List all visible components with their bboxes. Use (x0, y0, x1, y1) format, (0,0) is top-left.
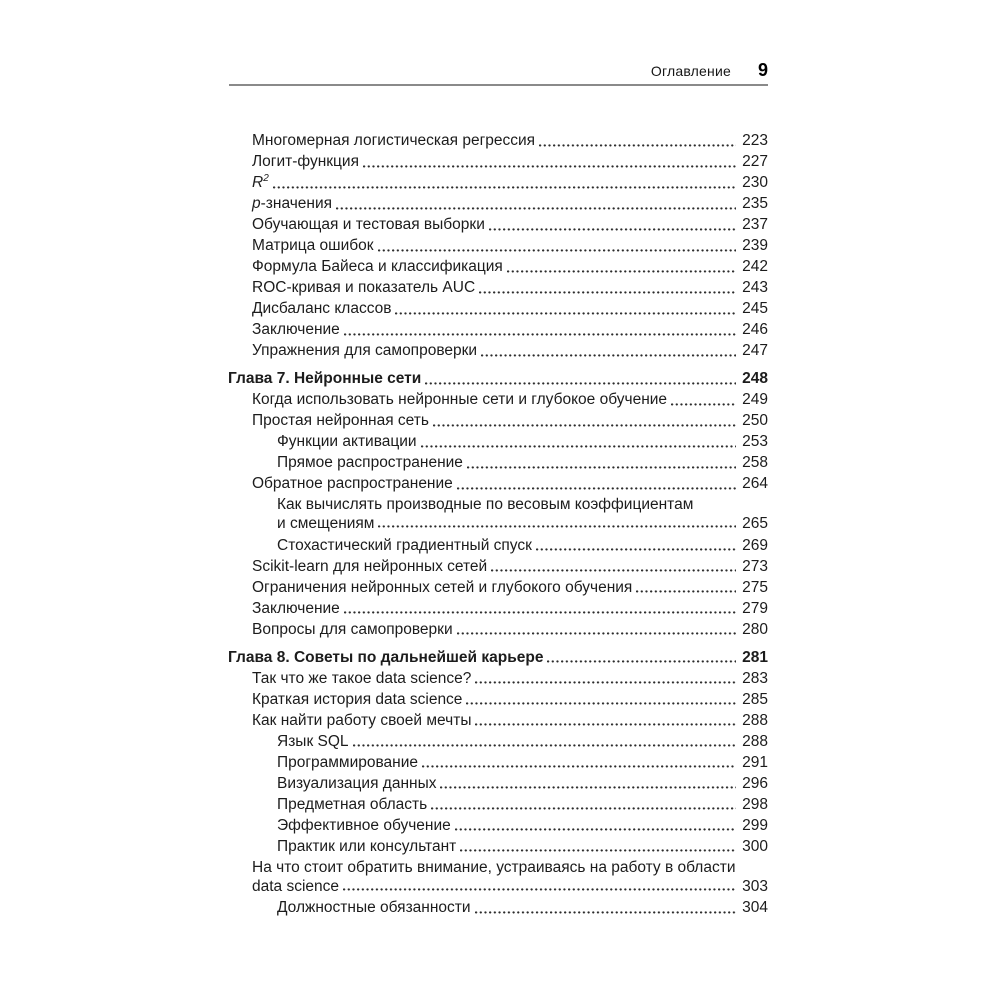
toc-page-number: 235 (742, 195, 768, 212)
toc-entry-title: Эффективное обучение (277, 816, 451, 834)
toc-page-number: 247 (742, 342, 768, 359)
toc-page-number: 243 (742, 279, 768, 296)
toc-page-number: 288 (742, 732, 768, 750)
dot-leader (475, 681, 736, 684)
toc-page-number: 258 (742, 454, 768, 471)
toc-entry (228, 689, 768, 710)
toc-entry-title: Scikit-learn для нейронных сетей (252, 557, 488, 575)
toc-page-number: 249 (742, 391, 768, 408)
toc-entry-title: Многомерная логистическая регрессия (252, 132, 536, 149)
header-rule (229, 84, 768, 86)
toc-entry-title: data science (252, 877, 340, 895)
toc-entry-title: Вопросы для самопроверки (252, 620, 453, 638)
toc-entry (228, 773, 768, 794)
dot-leader (457, 487, 736, 490)
toc-page-number: 296 (742, 774, 768, 792)
dot-leader (539, 144, 736, 147)
toc-entry (228, 130, 768, 151)
toc-page-number: 300 (742, 837, 768, 855)
dot-leader (475, 911, 736, 914)
toc-entry-title: $R^2$ (252, 172, 269, 191)
toc-page-number: 291 (742, 753, 768, 771)
dot-leader (536, 548, 736, 551)
toc-entry (228, 410, 768, 431)
toc-page-number: 230 (742, 174, 768, 191)
toc-entry (228, 298, 768, 319)
table-of-contents (228, 130, 768, 918)
toc-entry-title: Заключение (252, 321, 340, 338)
toc-entry (228, 319, 768, 340)
dot-leader (421, 445, 736, 448)
toc-chapter-entry (228, 368, 768, 389)
toc-page-number: 269 (742, 536, 768, 554)
dot-leader (507, 270, 736, 273)
toc-entry-title: p-значения (252, 195, 333, 212)
toc-entry (228, 815, 768, 836)
toc-entry-title: Предметная область (277, 795, 428, 813)
toc-page-number: 264 (742, 475, 768, 492)
toc-entry (228, 473, 768, 494)
toc-page-number: 281 (742, 648, 768, 666)
toc-page-number: 265 (742, 515, 768, 532)
toc-entry-title: ROC-кривая и показатель AUC (252, 279, 476, 296)
dot-leader (491, 569, 736, 572)
toc-entry (228, 710, 768, 731)
toc-entry-title: Логит-функция (252, 153, 359, 170)
toc-entry (228, 535, 768, 556)
toc-entry (228, 452, 768, 473)
toc-entry (228, 214, 768, 235)
dot-leader (273, 186, 736, 189)
dot-leader (425, 382, 736, 385)
toc-entry (228, 494, 768, 533)
toc-entry-title: Дисбаланс классов (252, 300, 392, 317)
dot-leader (433, 424, 736, 427)
toc-page-number: 248 (742, 370, 768, 387)
toc-entry-title: Функции активации (277, 433, 417, 450)
toc-page-number: 288 (742, 711, 768, 729)
dot-leader (489, 228, 736, 231)
toc-page-number: 304 (742, 899, 768, 916)
toc-entry-title: Программирование (277, 753, 419, 771)
toc-entry (228, 598, 768, 619)
toc-entry-title: Обучающая и тестовая выборки (252, 216, 485, 233)
toc-entry (228, 431, 768, 452)
dot-leader (479, 291, 736, 294)
toc-entry-title: Должностные обязанности (277, 899, 471, 916)
toc-entry-title: и смещениям (277, 515, 375, 532)
dot-leader (344, 333, 736, 336)
toc-entry-title: Обратное распространение (252, 475, 453, 492)
dot-leader (343, 888, 736, 891)
toc-entry (228, 836, 768, 857)
toc-entry-title: Глава 8. Советы по дальнейшей карьере (228, 648, 544, 666)
toc-entry (228, 340, 768, 361)
toc-entry (228, 857, 768, 896)
toc-entry-title: Глава 7. Нейронные сети (228, 370, 422, 387)
toc-page-number: 246 (742, 321, 768, 338)
dot-leader (378, 525, 736, 528)
toc-entry (228, 619, 768, 640)
dot-leader (344, 611, 736, 614)
running-head-title: Оглавление (650, 63, 731, 79)
toc-page-number: 253 (742, 433, 768, 450)
dot-leader (395, 312, 736, 315)
toc-entry-title: Матрица ошибок (252, 237, 374, 254)
dot-leader (457, 632, 736, 635)
toc-page-number: 280 (742, 620, 768, 638)
toc-page-number: 279 (742, 599, 768, 617)
toc-entry (228, 556, 768, 577)
toc-entry-title: Как вычислять производные по весовым коэффициентам (277, 496, 694, 513)
toc-entry-title: На что стоит обратить внимание, устраиваясь на работу в области (252, 858, 736, 876)
toc-entry (228, 172, 768, 193)
toc-page-number: 242 (742, 258, 768, 275)
toc-entry (228, 151, 768, 172)
toc-entry-title: Когда использовать нейронные сети и глубокое обучение (252, 391, 668, 408)
dot-leader (547, 660, 736, 663)
dot-leader (363, 165, 736, 168)
dot-leader (422, 765, 736, 768)
running-head-page-number: 9 (757, 60, 768, 80)
toc-entry (228, 897, 768, 918)
toc-page-number: 273 (742, 557, 768, 575)
dot-leader (336, 207, 736, 210)
dot-leader (481, 354, 736, 357)
toc-page-number: 285 (742, 690, 768, 708)
toc-entry-title: Упражнения для самопроверки (252, 342, 478, 359)
toc-entry-title: Заключение (252, 599, 340, 617)
toc-page-number: 223 (742, 132, 768, 149)
toc-entry (228, 389, 768, 410)
toc-page-number: 275 (742, 578, 768, 596)
dot-leader (378, 249, 736, 252)
toc-entry-title: Ограничения нейронных сетей и глубокого обучения (252, 578, 633, 596)
toc-entry (228, 577, 768, 598)
dot-leader (353, 744, 736, 747)
toc-chapter-entry (228, 647, 768, 668)
toc-entry (228, 235, 768, 256)
toc-page-number: 299 (742, 816, 768, 834)
toc-entry (228, 731, 768, 752)
toc-page-number: 298 (742, 795, 768, 813)
toc-entry-title: Стохастический градиентный спуск (277, 536, 532, 554)
toc-entry-title: Краткая история data science (252, 690, 463, 708)
toc-entry-title: Формула Байеса и классификация (252, 258, 503, 275)
toc-entry-title: Прямое распространение (277, 454, 463, 471)
dot-leader (466, 702, 736, 705)
dot-leader (475, 723, 736, 726)
toc-entry-title: Как найти работу своей мечты (252, 711, 472, 729)
toc-entry-title: Визуализация данных (277, 774, 437, 792)
toc-page-number: 239 (742, 237, 768, 254)
dot-leader (460, 849, 736, 852)
toc-entry-title: Практик или консультант (277, 837, 457, 855)
toc-entry-title: Язык SQL (277, 732, 349, 750)
toc-entry (228, 794, 768, 815)
toc-page-number: 283 (742, 669, 768, 687)
dot-leader (440, 786, 736, 789)
toc-page-number: 250 (742, 412, 768, 429)
running-head (228, 60, 768, 81)
toc-entry (228, 277, 768, 298)
toc-entry (228, 193, 768, 214)
toc-entry (228, 752, 768, 773)
dot-leader (636, 590, 736, 593)
dot-leader (467, 466, 736, 469)
toc-page-number: 237 (742, 216, 768, 233)
dot-leader (455, 828, 736, 831)
dot-leader (431, 807, 736, 810)
toc-page-number: 227 (742, 153, 768, 170)
toc-entry-title: Простая нейронная сеть (252, 412, 429, 429)
toc-entry (228, 668, 768, 689)
dot-leader (671, 403, 736, 406)
toc-entry (228, 256, 768, 277)
toc-page-number: 245 (742, 300, 768, 317)
toc-page-number: 303 (742, 877, 768, 895)
toc-entry-title: Так что же такое data science? (252, 669, 472, 687)
